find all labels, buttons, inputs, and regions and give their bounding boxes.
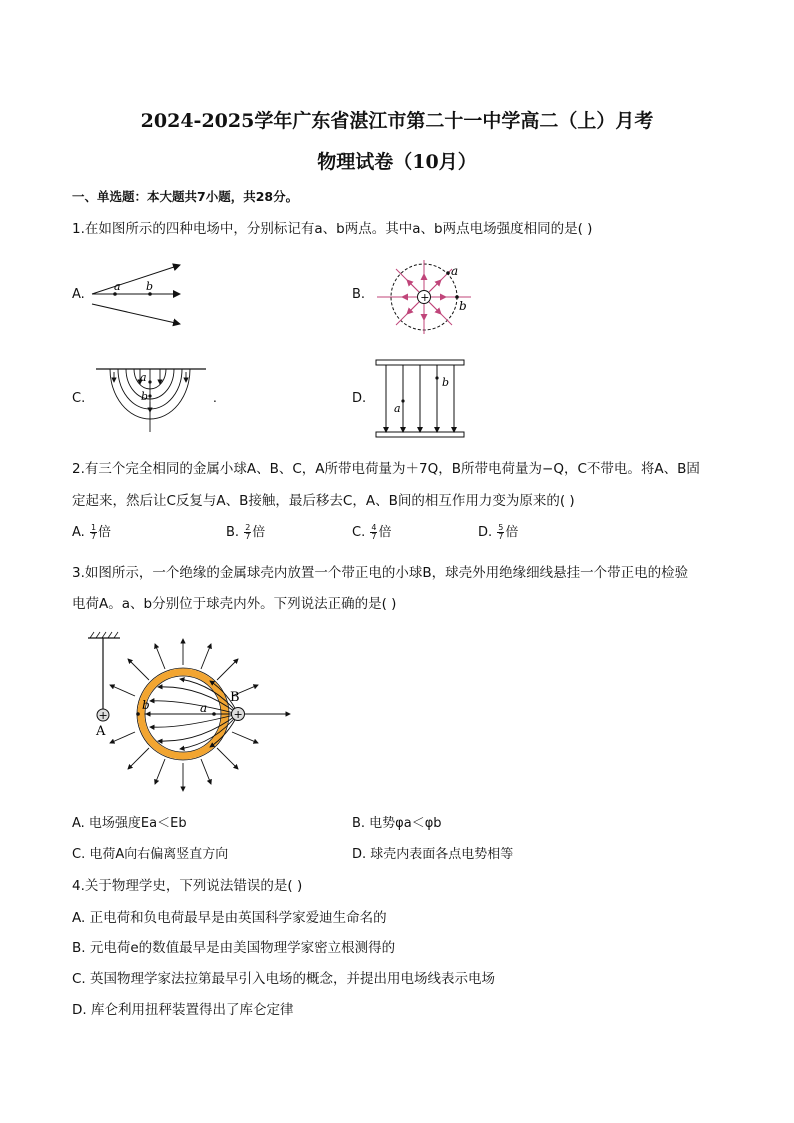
q2-option-c: C. $\frac{4}{7}$ 倍 xyxy=(352,523,392,541)
q3-option-b: B. 电势φa＜φb xyxy=(352,816,442,831)
q1b-point-a: a xyxy=(451,264,459,278)
q1-figure-a xyxy=(88,260,188,330)
q1d-point-b: b xyxy=(442,376,450,389)
q2-stem-line1: 2.有三个完全相同的金属小球A、B、C，A所带电荷量为＋7Q，B所带电荷量为−Q，C不带电。将A、B固 xyxy=(72,461,700,477)
q3-stem-line1: 3.如图所示，一个绝缘的金属球壳内放置一个带正电的小球B，球壳外用绝缘细线悬挂一个带正电的检验 xyxy=(72,565,689,581)
q1-option-a-label: A. xyxy=(72,287,85,302)
q3-label-b: b xyxy=(142,698,150,712)
q1a-point-b: b xyxy=(146,280,154,293)
q1c-point-b: b xyxy=(141,390,149,403)
q3-plus-b: + xyxy=(233,708,243,721)
q2-option-b: B. $\frac{2}{7}$ 倍 xyxy=(226,523,266,541)
q4-option-b: B. 元电荷e的数值最早是由美国物理学家密立根测得的 xyxy=(72,940,396,956)
q1d-point-a: a xyxy=(394,402,401,415)
q4-option-a: A. 正电荷和负电荷最早是由英国科学家爱迪生命名的 xyxy=(72,910,387,926)
q1-figure-c xyxy=(90,362,220,434)
q1-option-b-label: B. xyxy=(352,287,366,302)
exam-title-line2: 物理试卷（10月） xyxy=(317,151,477,173)
q2-option-d: D. $\frac{5}{7}$ 倍 xyxy=(478,523,519,541)
q4-stem: 4.关于物理学史，下列说法错误的是( ) xyxy=(72,878,303,894)
q1-figure-b xyxy=(374,256,474,338)
q1b-plus: + xyxy=(420,291,430,304)
q2-stem-line2: 定起来，然后让C反复与A、B接触，最后移去C，A、B间的相互作用力变为原来的( ) xyxy=(72,493,575,509)
q1c-point-a: a xyxy=(140,371,147,384)
q3-plus-a: + xyxy=(98,709,108,722)
q3-option-c: C. 电荷A向右偏离竖直方向 xyxy=(72,847,229,862)
q1-figure-d xyxy=(372,356,468,442)
q1-stem: 1.在如图所示的四种电场中，分别标记有a、b两点。其中a、b两点电场强度相同的是( ) xyxy=(72,221,593,237)
q3-label-B: B xyxy=(230,690,240,705)
q1-option-d-label: D. xyxy=(352,391,367,406)
q2-option-a: A. $\frac{1}{7}$ 倍 xyxy=(72,523,112,541)
q3-label-A: A xyxy=(96,724,106,739)
q1c-dot: . xyxy=(213,391,217,405)
q3-stem-line2: 电荷A。a、b分别位于球壳内外。下列说法正确的是( ) xyxy=(72,596,397,612)
q1b-point-b: b xyxy=(459,299,467,313)
q1a-point-a: a xyxy=(114,280,121,293)
q1-option-c-label: C. xyxy=(72,391,86,406)
q4-option-d: D. 库仑利用扭秤装置得出了库仑定律 xyxy=(72,1002,294,1018)
section-heading: 一、单选题：本大题共7小题，共28分。 xyxy=(72,189,299,204)
exam-title-line1: 2024-2025学年广东省湛江市第二十一中学高二（上）月考 xyxy=(140,110,654,132)
q3-option-d: D. 球壳内表面各点电势相等 xyxy=(352,847,514,862)
q3-option-a: A. 电场强度Ea＜Eb xyxy=(72,816,187,831)
q4-option-c: C. 英国物理学家法拉第最早引入电场的概念，并提出用电场线表示电场 xyxy=(72,971,496,987)
q3-figure xyxy=(80,625,310,805)
q3-label-a: a xyxy=(200,701,208,715)
